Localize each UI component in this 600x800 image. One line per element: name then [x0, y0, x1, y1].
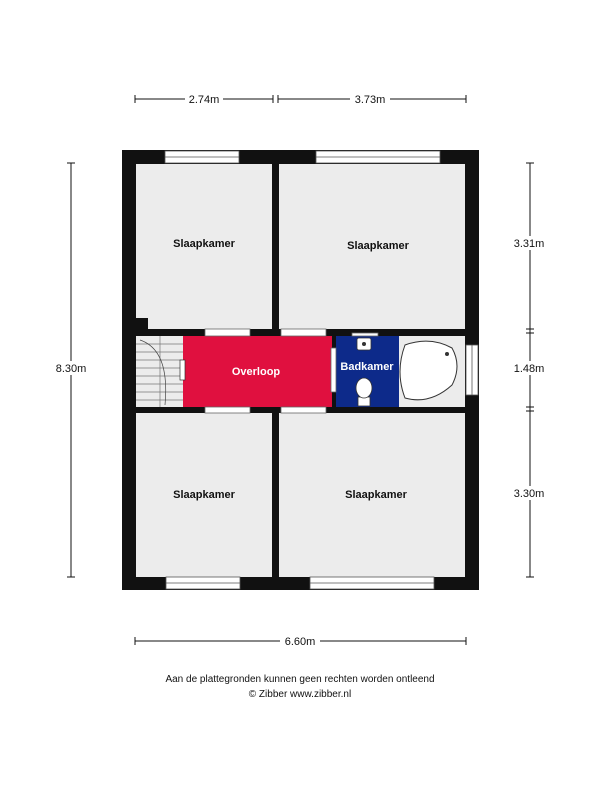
stairwell — [136, 336, 183, 407]
room-label-top-right: Slaapkamer — [347, 240, 409, 252]
room-label-bottom-left: Slaapkamer — [173, 489, 235, 501]
dim-right-bottom: 3.30m — [513, 488, 545, 500]
dim-left-total: 8.30m — [55, 363, 87, 375]
room-label-bathroom: Badkamer — [340, 361, 394, 373]
dim-right-top: 3.31m — [513, 238, 545, 250]
dim-right-middle: 1.48m — [513, 363, 545, 375]
room-label-bottom-right: Slaapkamer — [345, 489, 407, 501]
disclaimer-text: Aan de plattegronden kunnen geen rechten worden ontleend — [165, 674, 435, 685]
room-label-top-left: Slaapkamer — [173, 238, 235, 250]
room-label-landing: Overloop — [231, 366, 281, 378]
toilet-icon — [356, 378, 372, 406]
dim-top-left: 2.74m — [188, 94, 220, 106]
copyright-text: © Zibber www.zibber.nl — [248, 689, 352, 700]
dim-top-right: 3.73m — [354, 94, 386, 106]
dim-bottom-total: 6.60m — [284, 636, 316, 648]
sink-icon — [357, 338, 371, 350]
